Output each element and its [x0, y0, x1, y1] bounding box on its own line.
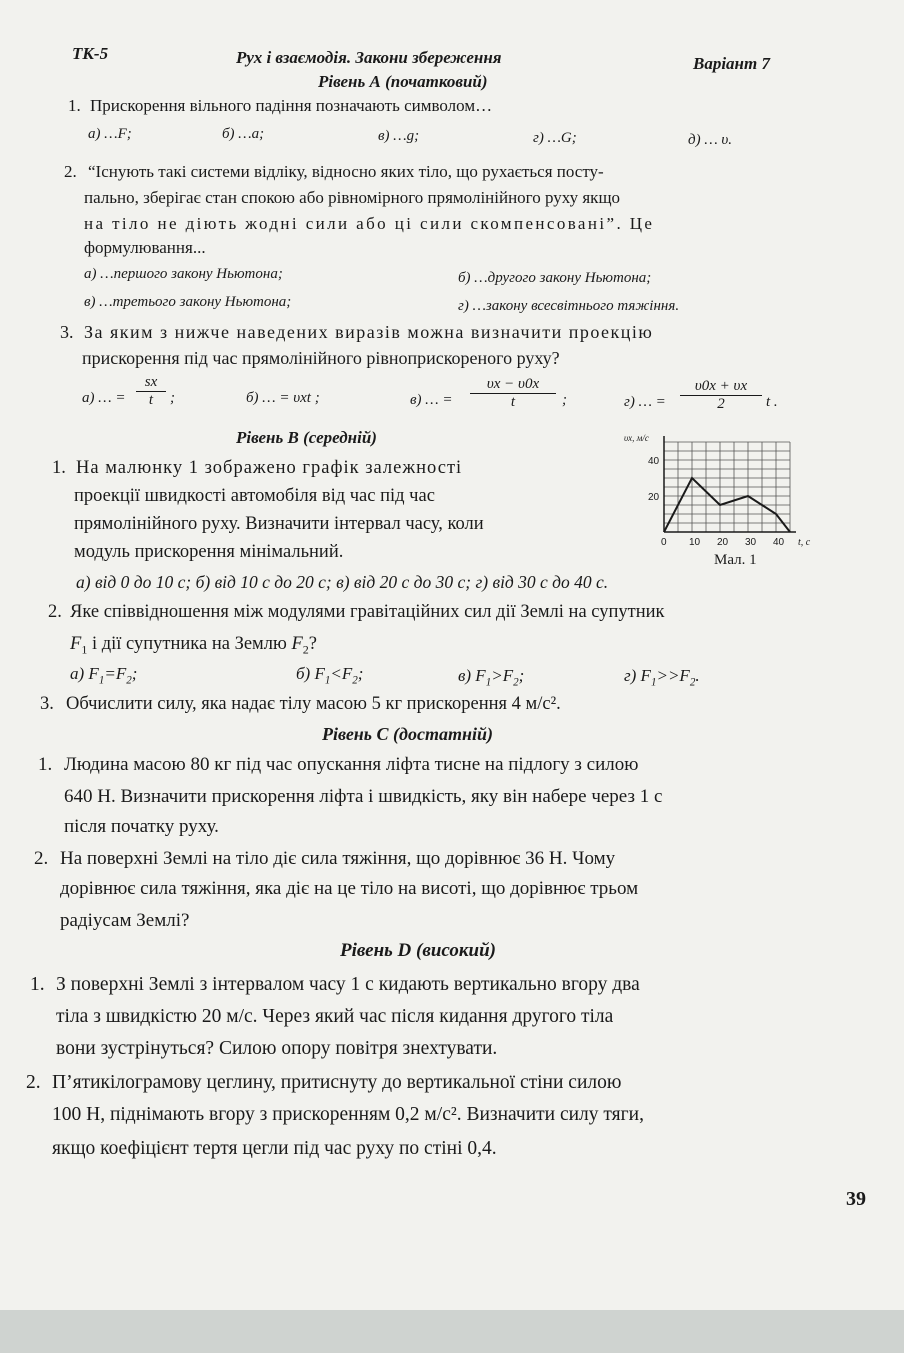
- question-number: 2.: [34, 848, 49, 869]
- question-number: 1.: [30, 974, 45, 995]
- option-prefix: в) … =: [410, 392, 453, 408]
- x-tick-label: 40: [773, 537, 785, 548]
- level-d-title: Рівень D (високий): [340, 940, 496, 961]
- option: д) … υ.: [688, 132, 733, 148]
- option: г) …G;: [533, 130, 577, 146]
- y-tick-label: 20: [648, 492, 660, 503]
- question-line: Людина масою 80 кг під час опускання ліфта тисне на підлогу з силою: [64, 754, 639, 775]
- question-line: 100 Н, піднімають вгору з прискоренням 0,2 м/с². Визначити силу тяги,: [52, 1104, 644, 1125]
- variant-label: Варіант 7: [693, 54, 770, 73]
- option: а) …першого закону Ньютона;: [84, 266, 283, 282]
- question-line: прискорення під час прямолінійного рівноприскореного руху?: [82, 348, 560, 368]
- option: б) … = υxt ;: [246, 390, 320, 406]
- question-line: радіусам Землі?: [60, 910, 190, 931]
- fraction: [136, 374, 166, 409]
- velocity-time-chart: [610, 430, 826, 570]
- question-line: тіла з швидкістю 20 м/с. Через який час після кидання другого тіла: [56, 1006, 614, 1027]
- question-line: модуль прискорення мінімальний.: [74, 542, 344, 562]
- question-number: 2.: [26, 1072, 41, 1093]
- x-tick-label: 30: [745, 537, 757, 548]
- option: в) $F_1>F_2$;: [458, 666, 525, 689]
- option: б) $F_1<F_2$;: [296, 664, 364, 687]
- question-number: 1.: [52, 458, 66, 478]
- question-line: проекції швидкості автомобіля від час під час: [74, 486, 435, 506]
- question-line: дорівнює сила тяжіння, яка діє на це тіло на висоті, що дорівнює трьом: [60, 878, 639, 899]
- numerator: υ0x + υx: [680, 378, 762, 396]
- level-a-title: Рівень А (початковий): [318, 72, 488, 91]
- option: а) $F_1=F_2$;: [70, 664, 138, 687]
- question-line: Яке співвідношення між модулями гравітаційних сил дії Землі на супутник: [70, 602, 665, 622]
- option: г) …закону всесвітнього тяжіння.: [458, 298, 680, 314]
- option: а) …F;: [88, 126, 132, 142]
- question-line: “Існують такі системи відліку, відносно яких тіло, що рухається посту-: [88, 162, 604, 181]
- separator: ;: [562, 392, 567, 408]
- option: в) …третього закону Ньютона;: [84, 294, 292, 310]
- question-text: Обчислити силу, яка надає тілу масою 5 кг прискорення 4 м/с².: [66, 694, 561, 714]
- question-text: Прискорення вільного падіння позначають символом…: [90, 96, 493, 115]
- question-line: вони зустрінуться? Силою опору повітря знехтувати.: [56, 1038, 498, 1059]
- denominator: 2: [717, 396, 725, 412]
- question-line: на тіло не діють жодні сили або ці сили скомпенсовані”. Це: [84, 214, 655, 233]
- question-number: 3.: [40, 694, 54, 714]
- denominator: t: [510, 394, 516, 410]
- fraction: [680, 378, 762, 413]
- level-b-title: Рівень В (середній): [236, 428, 377, 447]
- question-line: На поверхні Землі на тіло діє сила тяжіння, що дорівнює 36 Н. Чому: [60, 848, 616, 869]
- chart-x-label: t, c: [798, 537, 811, 548]
- question-line: За яким з нижче наведених виразів можна визначити проекцію: [84, 322, 654, 342]
- question-number: 1.: [68, 96, 81, 115]
- question-number: 1.: [38, 754, 53, 775]
- question-number: 2.: [64, 162, 77, 181]
- option-prefix: а) … =: [82, 390, 126, 406]
- y-tick-label: 40: [648, 456, 660, 467]
- question-line: після початку руху.: [64, 816, 219, 837]
- option: б) …а;: [222, 126, 265, 142]
- x-tick-label: 0: [661, 537, 667, 548]
- option-suffix: t .: [766, 394, 778, 410]
- question-line: 640 Н. Визначити прискорення ліфта і швидкість, яку він набере через 1 с: [64, 786, 663, 807]
- fraction: [470, 376, 556, 411]
- numerator: υx − υ0x: [470, 376, 556, 394]
- numerator: sx: [136, 374, 166, 392]
- options-row: а) від 0 до 10 с; б) від 10 с до 20 с; в) від 20 с до 30 с; г) від 30 с до 40 с.: [76, 572, 609, 592]
- option: б) …другого закону Ньютона;: [458, 270, 652, 286]
- question-line: формулювання...: [84, 238, 206, 257]
- question-line: П’ятикілограмову цеглину, притиснуту до вертикальної стіни силою: [52, 1072, 622, 1093]
- option: г) $F_1>>F_2$.: [624, 666, 700, 689]
- chart-caption: Мал. 1: [714, 552, 757, 568]
- chart-grid: [664, 442, 790, 532]
- level-c-title: Рівень С (достатній): [322, 724, 493, 744]
- question-number: 2.: [48, 602, 62, 622]
- page-number: 39: [846, 1188, 866, 1210]
- question-line: якщо коефіцієнт тертя цегли під час руху по стіні 0,4.: [52, 1138, 497, 1159]
- page-background-edge: [0, 1310, 904, 1353]
- question-line: прямолінійного руху. Визначити інтервал часу, коли: [74, 514, 484, 534]
- test-title: Рух і взаємодія. Закони збереження: [236, 48, 502, 67]
- x-tick-label: 20: [717, 537, 729, 548]
- test-code: ТК-5: [72, 44, 109, 63]
- chart-y-label: υx, м/с: [624, 433, 649, 443]
- option-prefix: г) … =: [624, 394, 666, 410]
- denominator: t: [148, 392, 154, 408]
- separator: ;: [170, 390, 175, 406]
- question-number: 3.: [60, 322, 74, 342]
- question-line: $F_1$ і дії супутника на Землю $F_2$?: [70, 634, 317, 657]
- x-tick-label: 10: [689, 537, 701, 548]
- question-line: пально, зберігає стан спокою або рівномірного прямолінійного руху якщо: [84, 188, 621, 207]
- question-line: На малюнку 1 зображено графік залежності: [76, 458, 463, 478]
- question-line: З поверхні Землі з інтервалом часу 1 с кидають вертикально вгору два: [56, 974, 640, 995]
- option: в) …g;: [378, 128, 420, 144]
